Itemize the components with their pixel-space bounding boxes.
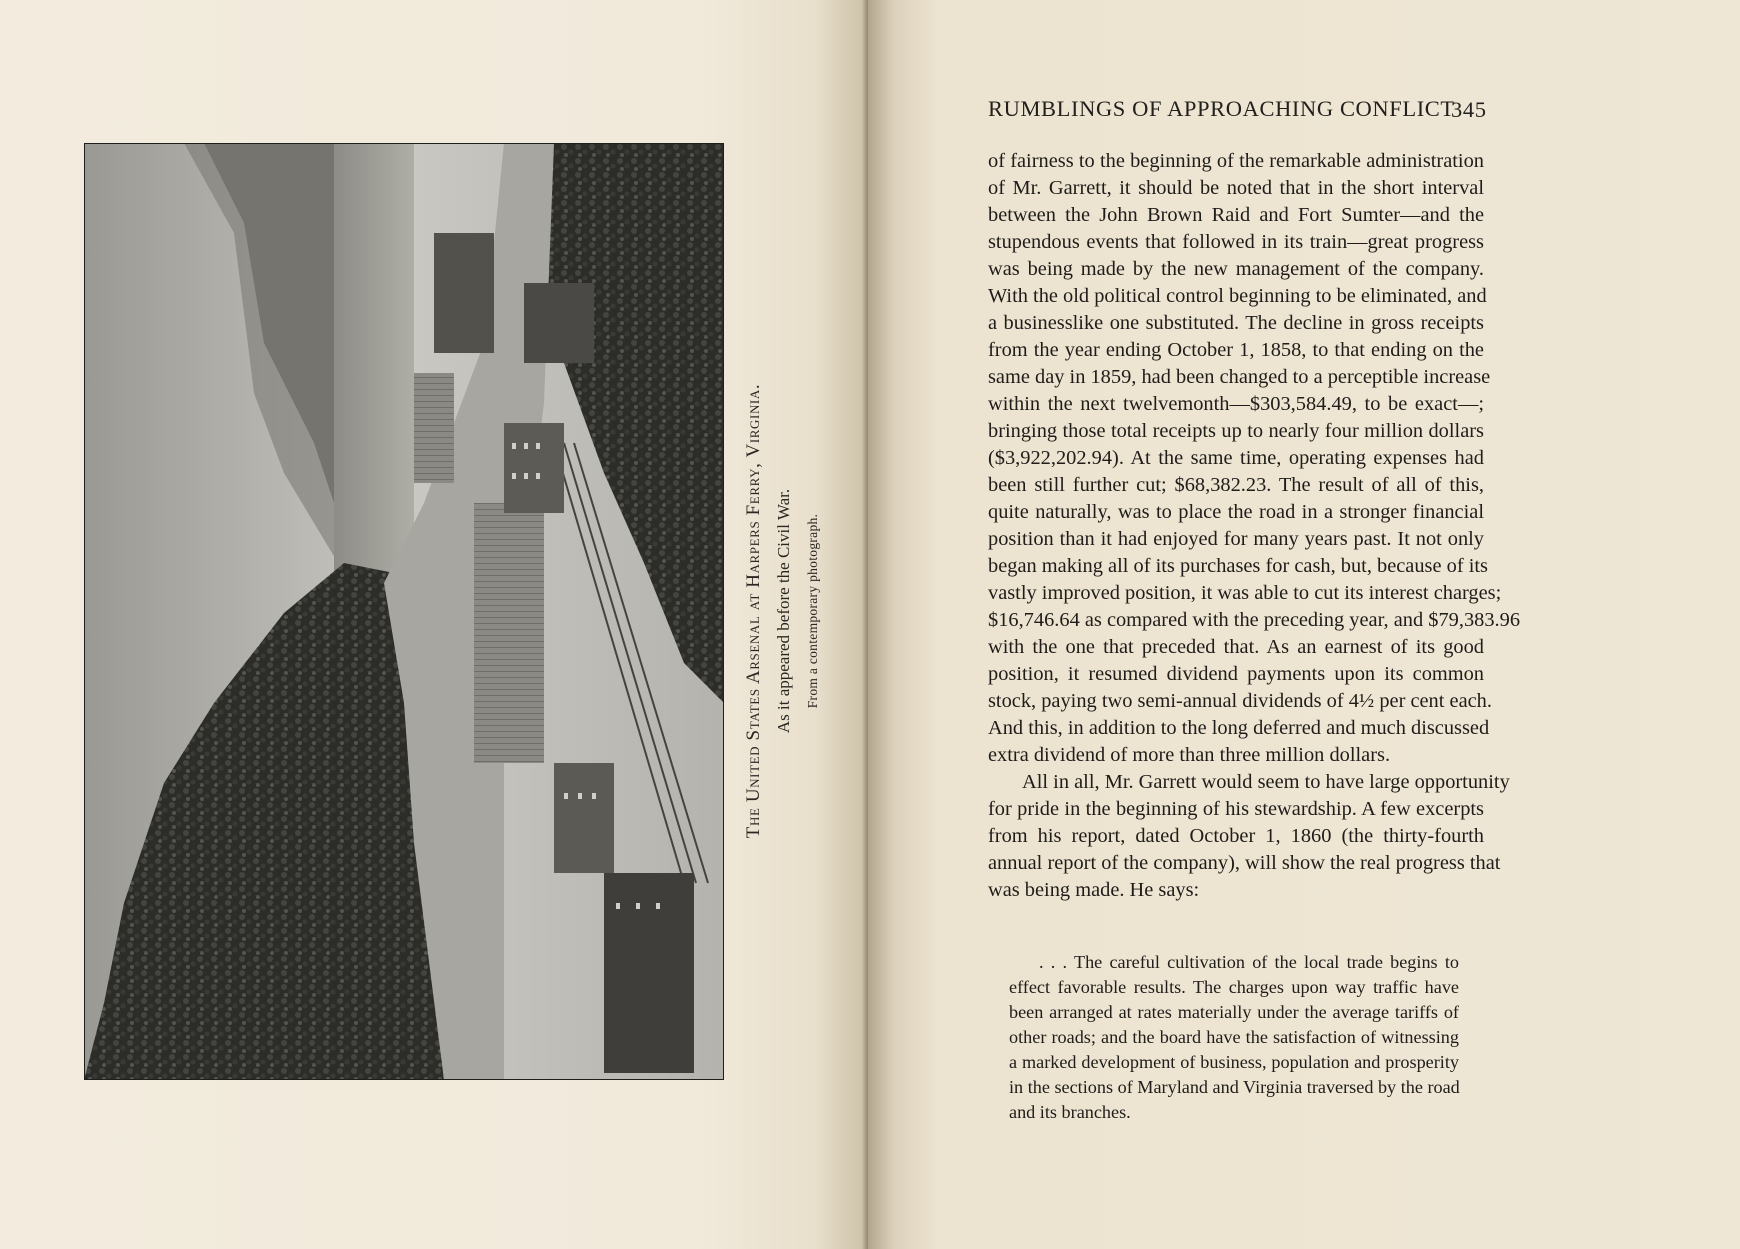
body-line: extra dividend of more than three million dollars.	[988, 744, 1391, 766]
running-head-title: RUMBLINGS OF APPROACHING CONFLICT	[988, 96, 1455, 121]
body-line: between the John Brown Raid and Fort Sumter—and the	[988, 204, 1484, 226]
body-line: for pride in the beginning of his stewardship. A few excerpts	[988, 798, 1484, 820]
body-line: been still further cut; $68,382.23. The result of all of this,	[988, 474, 1484, 496]
body-line: bringing those total receipts up to nearly four million dollars	[988, 420, 1484, 442]
body-line: with the one that preceded that. As an earnest of its good	[988, 636, 1484, 658]
plate-caption	[738, 143, 828, 1080]
body-line: same day in 1859, had been changed to a perceptible increase	[988, 366, 1491, 388]
body-line: from his report, dated October 1, 1860 (the thirty-fourth	[988, 825, 1484, 847]
caption-subtitle: As it appeared before the Civil War.	[774, 488, 793, 734]
body-line: $16,746.64 as compared with the preceding year, and $79,383.96	[988, 609, 1521, 631]
body-line: position than it had enjoyed for many years past. It not only	[988, 528, 1484, 550]
quote-line: effect favorable results. The charges upon way traffic have	[1009, 977, 1459, 997]
quote-line: a marked development of business, population and prosperity	[1009, 1052, 1459, 1072]
caption-title: The United States Arsenal at Harpers Ferry, Virginia.	[743, 383, 764, 839]
quote-line: other roads; and the board have the satisfaction of witnessing	[1009, 1027, 1459, 1047]
harpers-ferry-arsenal-photograph	[84, 143, 724, 1080]
body-line: All in all, Mr. Garrett would seem to have large opportunity	[1022, 771, 1510, 793]
body-text	[988, 148, 1521, 904]
running-head	[988, 96, 1488, 130]
body-line: was being made by the new management of the company.	[988, 258, 1484, 280]
quote-line: been arranged at rates materially under the average tariffs of	[1009, 1002, 1459, 1022]
body-line: of Mr. Garrett, it should be noted that in the short interval	[988, 177, 1484, 199]
left-page	[0, 0, 868, 1249]
page-number: 345	[1451, 97, 1487, 122]
quote-line: and its branches.	[1009, 1102, 1131, 1122]
body-line: within the next twelvemonth—$303,584.49, to be exact—;	[988, 393, 1484, 415]
quote-line: . . . The careful cultivation of the local trade begins to	[1039, 952, 1459, 972]
body-line: was being made. He says:	[988, 879, 1200, 901]
caption-credit: From a contemporary photograph.	[805, 513, 820, 709]
body-line: vastly improved position, it was able to cut its interest charges;	[988, 582, 1502, 604]
body-line: ($3,922,202.94). At the same time, operating expenses had	[988, 447, 1484, 469]
body-line: position, it resumed dividend payments upon its common	[988, 663, 1484, 685]
right-page	[868, 0, 1740, 1249]
block-quote	[1009, 950, 1459, 1125]
body-line: With the old political control beginning to be eliminated, and	[988, 285, 1487, 307]
body-line: stock, paying two semi-annual dividends of 4½ per cent each.	[988, 690, 1492, 712]
body-line: of fairness to the beginning of the remarkable administration	[988, 150, 1484, 172]
quote-line: in the sections of Maryland and Virginia traversed by the road	[1009, 1077, 1460, 1097]
body-line: began making all of its purchases for cash, but, because of its	[988, 555, 1488, 577]
body-line: stupendous events that followed in its train—great progress	[988, 231, 1484, 253]
body-line: from the year ending October 1, 1858, to that ending on the	[988, 339, 1484, 361]
body-line: quite naturally, was to place the road in a stronger financial	[988, 501, 1484, 523]
body-line: And this, in addition to the long deferred and much discussed	[988, 717, 1490, 739]
body-line: annual report of the company), will show the real progress that	[988, 852, 1501, 874]
body-line: a businesslike one substituted. The decline in gross receipts	[988, 312, 1484, 334]
